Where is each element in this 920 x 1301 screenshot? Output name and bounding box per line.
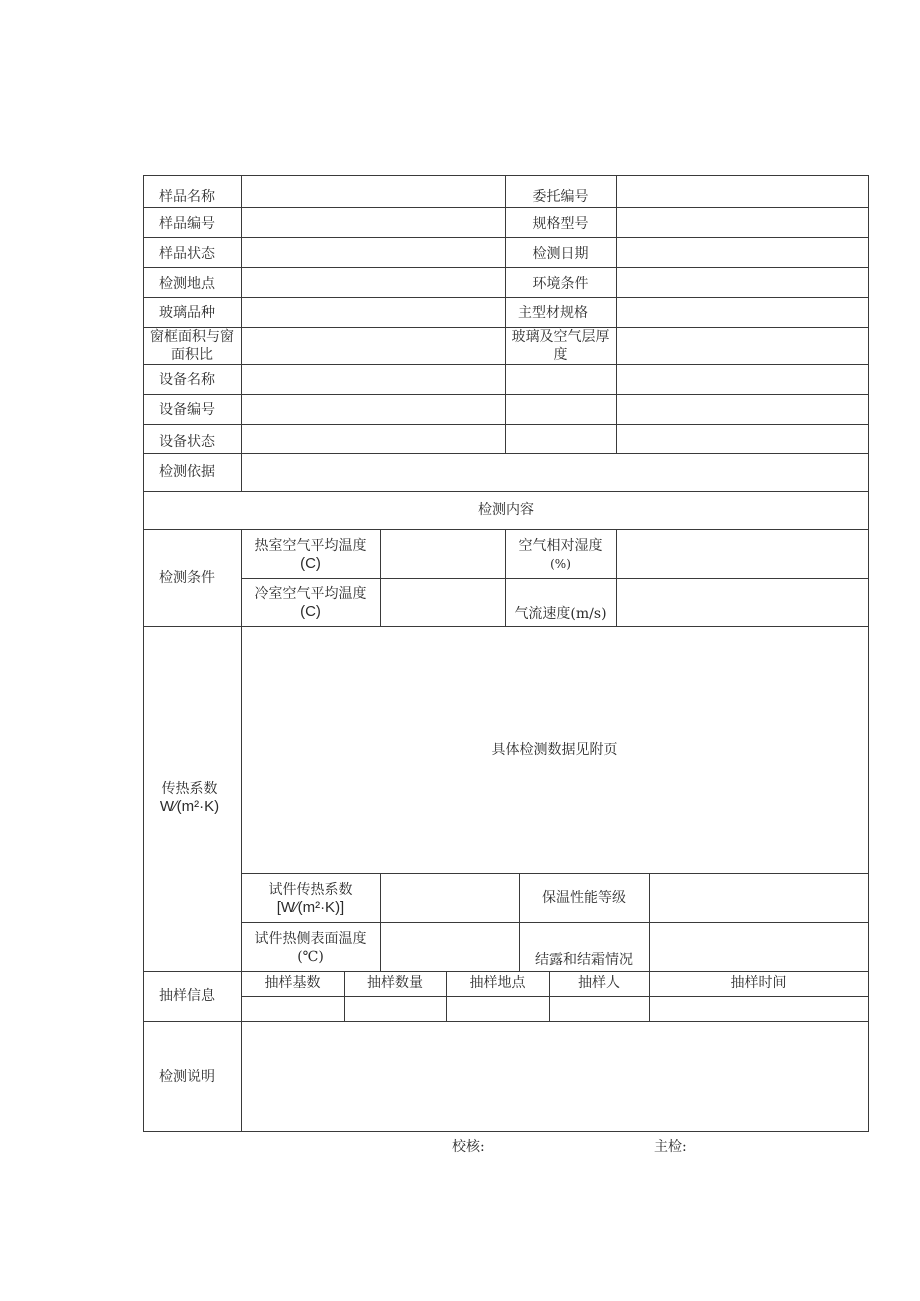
sampler-header: 抽样人	[578, 975, 620, 991]
rule	[143, 1021, 869, 1022]
commission-number-label: 委托编号	[532, 189, 589, 205]
hot-side-surface-temp-label: 试件热侧表面温度 (℃)	[254, 931, 367, 965]
rule	[143, 491, 869, 492]
see-attached-note: 具体检测数据见附页	[491, 742, 618, 758]
rule	[241, 175, 242, 491]
rule	[241, 996, 869, 997]
sampling-info-label: 抽样信息	[159, 988, 215, 1004]
rule	[380, 873, 381, 971]
rule	[143, 394, 869, 395]
equipment-number-label: 设备编号	[159, 402, 215, 418]
equipment-name-label: 设备名称	[159, 372, 215, 388]
reviewer-signature-label: 校核:	[452, 1139, 485, 1155]
rule	[616, 175, 617, 453]
hot-room-temp-label: 热室空气平均温度 (C)	[254, 538, 367, 572]
rule	[143, 424, 869, 425]
sampling-quantity-header: 抽样数量	[367, 975, 423, 991]
airflow-speed-label: 气流速度(m∕s)	[514, 606, 607, 622]
test-location-label: 检测地点	[159, 276, 215, 292]
rule	[649, 873, 650, 971]
sample-status-label: 样品状态	[159, 246, 215, 262]
heat-transfer-coef-label: 传热系数 W∕(m²·K)	[159, 781, 220, 815]
glass-type-label: 玻璃品种	[159, 305, 215, 321]
test-conditions-label: 检测条件	[159, 570, 215, 586]
glass-air-layer-label: 玻璃及空气层厚 度	[511, 328, 610, 363]
rule	[241, 873, 869, 874]
sampling-time-header: 抽样时间	[730, 975, 787, 991]
environment-label: 环境条件	[532, 276, 589, 292]
rule	[143, 175, 869, 176]
frame-area-ratio-label: 窗框面积与窗 面积比	[150, 328, 234, 363]
rule	[143, 1131, 869, 1132]
rule	[380, 529, 381, 626]
test-content-title: 检测内容	[478, 502, 534, 518]
chief-inspector-signature-label: 主检:	[654, 1139, 687, 1155]
sampling-location-header: 抽样地点	[469, 975, 526, 991]
rule	[143, 364, 869, 365]
rule	[616, 529, 617, 626]
sample-name-label: 样品名称	[159, 189, 215, 205]
rule	[143, 529, 869, 530]
sample-heat-coef-label: 试件传热系数 [W∕(m²·K)]	[268, 882, 353, 916]
rule	[143, 453, 869, 454]
sampling-base-header: 抽样基数	[264, 975, 321, 991]
rule	[241, 922, 869, 923]
test-date-label: 检测日期	[532, 246, 589, 262]
profile-spec-label: 主型材规格	[518, 305, 588, 321]
cold-room-temp-label: 冷室空气平均温度 (C)	[254, 586, 367, 620]
relative-humidity-label: 空气相对湿度 (%)	[518, 538, 603, 571]
sample-number-label: 样品编号	[159, 216, 215, 232]
condensation-frost-label: 结露和结霜情况	[535, 952, 633, 968]
rule	[241, 578, 869, 579]
rule	[868, 175, 869, 1132]
rule	[143, 626, 869, 627]
equipment-status-label: 设备状态	[159, 434, 215, 450]
test-notes-label: 检测说明	[159, 1069, 215, 1085]
spec-model-label: 规格型号	[532, 216, 589, 232]
test-basis-label: 检测依据	[159, 464, 215, 480]
insulation-grade-label: 保温性能等级	[542, 890, 626, 906]
